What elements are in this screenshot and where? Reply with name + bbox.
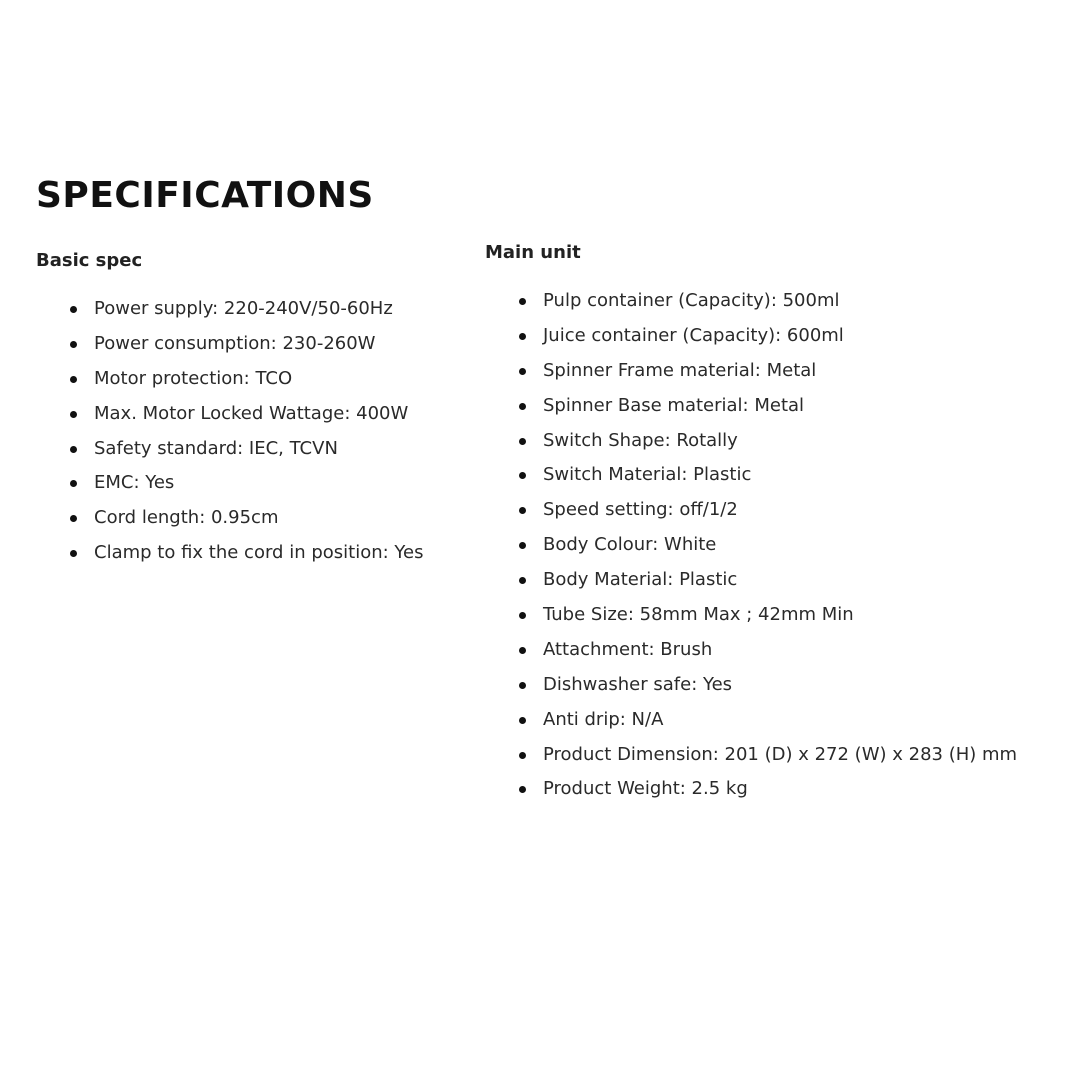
spec-item-text: Anti drip: N/A	[543, 708, 664, 730]
spec-item-text: Spinner Frame material: Metal	[543, 359, 817, 381]
spec-item-text: Power consumption: 230-260W	[94, 332, 376, 354]
spec-item-text: Switch Shape: Rotally	[543, 429, 738, 451]
spec-item-text: Speed setting: off/1/2	[543, 499, 738, 521]
bullet-icon	[70, 306, 77, 313]
bullet-icon	[519, 682, 526, 689]
bullet-icon	[519, 333, 526, 340]
spec-item-text: Tube Size: 58mm Max ; 42mm Min	[543, 604, 854, 626]
spec-item-text: Body Colour: White	[543, 534, 717, 556]
main-unit-heading: Main unit	[485, 242, 581, 263]
main-unit-list	[485, 288, 1065, 811]
basic-spec-heading: Basic spec	[36, 250, 143, 271]
spec-item-text: Safety standard: IEC, TCVN	[94, 437, 338, 459]
spec-item-text: Spinner Base material: Metal	[543, 394, 805, 416]
bullet-icon	[70, 341, 77, 348]
spec-item	[36, 401, 456, 436]
spec-item-text: Product Weight: 2.5 kg	[543, 778, 748, 800]
spec-item-text: Body Material: Plastic	[543, 569, 738, 591]
spec-item	[36, 436, 456, 471]
spec-item	[485, 393, 1065, 428]
spec-item	[36, 366, 456, 401]
bullet-icon	[519, 612, 526, 619]
spec-item	[485, 323, 1065, 358]
bullet-icon	[519, 472, 526, 479]
spec-item	[36, 331, 456, 366]
spec-item-text: Max. Motor Locked Wattage: 400W	[94, 402, 409, 424]
bullet-icon	[70, 550, 77, 557]
page-title: SPECIFICATIONS	[36, 175, 374, 216]
spec-item-text: Power supply: 220-240V/50-60Hz	[94, 298, 393, 319]
bullet-icon	[519, 577, 526, 584]
basic-spec-list	[36, 296, 456, 575]
spec-item-text: Attachment: Brush	[543, 638, 713, 660]
spec-item	[485, 742, 1065, 777]
spec-item	[485, 358, 1065, 393]
bullet-icon	[519, 647, 526, 654]
spec-item	[36, 296, 456, 331]
spec-item	[485, 567, 1065, 602]
spec-item	[485, 497, 1065, 532]
spec-item	[485, 462, 1065, 497]
spec-item-text: Dishwasher safe: Yes	[543, 673, 733, 695]
spec-item-text: Product Dimension: 201 (D) x 272 (W) x 283 (H) mm	[543, 743, 1018, 765]
spec-item-text: Clamp to fix the cord in position: Yes	[94, 542, 424, 564]
bullet-icon	[70, 411, 77, 418]
bullet-icon	[519, 368, 526, 375]
bullet-icon	[70, 446, 77, 453]
bullet-icon	[519, 786, 526, 793]
spec-item-text: Cord length: 0.95cm	[94, 507, 279, 529]
spec-item	[485, 532, 1065, 567]
bullet-icon	[519, 717, 526, 724]
bullet-icon	[519, 752, 526, 759]
bullet-icon	[519, 298, 526, 305]
spec-item-text: Motor protection: TCO	[94, 367, 293, 389]
spec-item-text: Pulp container (Capacity): 500ml	[543, 290, 840, 311]
spec-item	[485, 288, 1065, 323]
spec-item	[36, 505, 456, 540]
spec-item-text: Juice container (Capacity): 600ml	[543, 324, 844, 346]
bullet-icon	[519, 438, 526, 445]
basic-spec-section	[36, 248, 456, 575]
spec-item	[485, 672, 1065, 707]
bullet-icon	[519, 403, 526, 410]
spec-item-text: EMC: Yes	[94, 472, 175, 494]
spec-item	[485, 707, 1065, 742]
spec-item	[485, 776, 1065, 811]
bullet-icon	[70, 515, 77, 522]
spec-item	[485, 602, 1065, 637]
bullet-icon	[70, 376, 77, 383]
bullet-icon	[519, 507, 526, 514]
spec-item	[485, 428, 1065, 463]
spec-item	[485, 637, 1065, 672]
bullet-icon	[70, 480, 77, 487]
spec-item	[36, 470, 456, 505]
spec-item	[36, 540, 456, 575]
bullet-icon	[519, 542, 526, 549]
main-unit-section	[485, 240, 1065, 811]
spec-item-text: Switch Material: Plastic	[543, 464, 752, 486]
